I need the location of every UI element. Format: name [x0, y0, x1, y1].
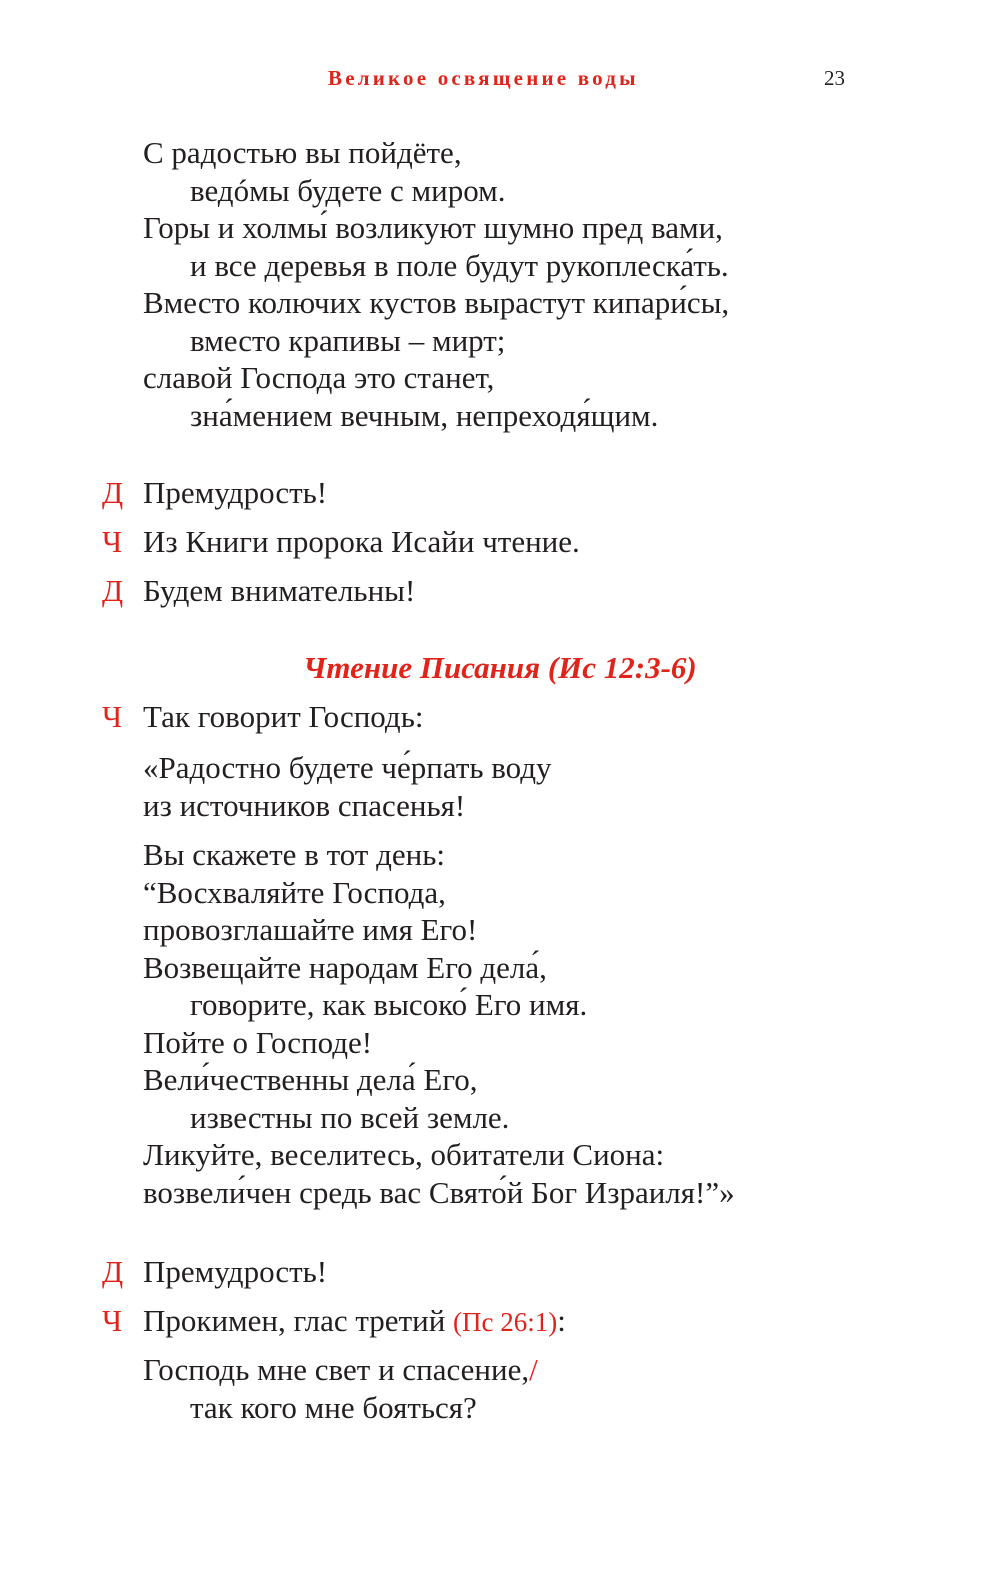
- section-title: Чтение Писания (Ис 12:3-6): [303, 650, 697, 685]
- verse-line: и все деревья в поле будут рукоплеска́ть.: [190, 247, 729, 283]
- scripture-paragraph: [143, 749, 552, 824]
- verse-separator: /: [529, 1352, 538, 1387]
- scripture-line: известны по всей земле.: [190, 1099, 510, 1135]
- role-marker-reader: Ч: [102, 699, 123, 734]
- role-marker-deacon: Д: [102, 475, 124, 510]
- dialogue-text: Премудрость!: [143, 1254, 328, 1289]
- scripture-line: возвели́чен средь вас Свято́й Бог Израиля!”»: [143, 1174, 735, 1210]
- verse-line: Вместо колючих кустов вырастут кипари́сы,: [143, 285, 730, 320]
- prokimenon-line-1: Господь мне свет и спасение,: [143, 1352, 530, 1387]
- dialogue-text: Так говорит Господь:: [143, 699, 424, 734]
- scripture-line: Ликуйте, веселитесь, обитатели Сиона:: [143, 1137, 665, 1172]
- prokimenon-text: [143, 1351, 538, 1426]
- dialogue-text: Премудрость!: [143, 475, 328, 510]
- scripture-reference: (Пс 26:1): [453, 1307, 558, 1337]
- dialogue-text: Из Книги пророка Исайи чтение.: [143, 524, 580, 559]
- scripture-line: Вы скажете в тот день:: [143, 837, 445, 872]
- role-marker-reader: Ч: [102, 1303, 123, 1338]
- scripture-line: из источников спасенья!: [143, 787, 466, 823]
- verse-line: зна́мением вечным, непреходя́щим.: [190, 397, 659, 433]
- scripture-line: “Восхваляйте Господа,: [143, 874, 446, 910]
- scripture-line: Вели́чественны дела́ Его,: [143, 1062, 478, 1097]
- verse-line: ведóмы будете с миром.: [190, 172, 506, 208]
- verse-line: Горы и холмы́ возликуют шумно пред вами,: [143, 210, 723, 245]
- prokimenon-line: так кого мне бояться?: [190, 1389, 477, 1425]
- scripture-paragraph: [143, 836, 735, 1211]
- role-marker-deacon: Д: [102, 1254, 124, 1289]
- running-title: Великое освящение воды: [328, 66, 639, 90]
- prokimenon-line: [143, 1351, 538, 1389]
- scripture-line: Пойте о Господе!: [143, 1024, 373, 1060]
- verse-line: славой Господа это станет,: [143, 360, 495, 395]
- scripture-line: говорите, как высоко́ Его имя.: [190, 987, 588, 1022]
- prokimenon-heading: Прокимен, глас третий: [143, 1303, 446, 1338]
- dialogue-text: [143, 1302, 566, 1342]
- verse-line: вместо крапивы – мирт;: [190, 322, 506, 358]
- scripture-line: Возвещайте народам Его дела́,: [143, 949, 547, 985]
- verse-stanza: [143, 134, 729, 434]
- verse-line: С радостью вы пойдёте,: [143, 135, 462, 170]
- page-number: 23: [824, 66, 845, 90]
- role-marker-reader: Ч: [102, 524, 123, 559]
- heading-colon: :: [557, 1303, 566, 1338]
- scripture-line: провозглашайте имя Его!: [143, 912, 478, 947]
- scripture-line: «Радостно будете че́рпать воду: [143, 750, 552, 785]
- role-marker-deacon: Д: [102, 573, 124, 608]
- dialogue-text: Будем внимательны!: [143, 573, 416, 608]
